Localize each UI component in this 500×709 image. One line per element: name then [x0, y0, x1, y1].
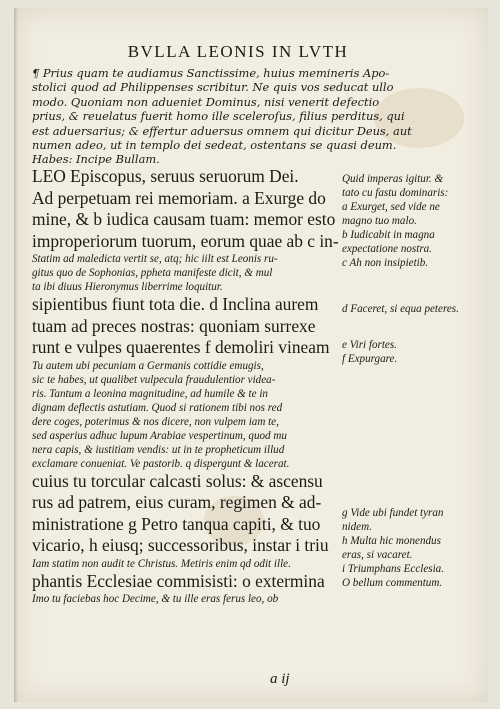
gloss-line-small: dere coges, poterimus & nos dicere, non vulpem iam te, — [32, 415, 279, 428]
gloss-line-small: sed asperius adhuc lupum Arabiae vespertinum, quod mu — [32, 429, 287, 442]
intro-line: modo. Quoniam non adueniet Dominus, nisi venerit defectio — [32, 94, 380, 109]
bull-line-large: mine, & b iudica causam tuam: memor esto — [32, 209, 336, 229]
margin-note-line: c Ah non insipietib. — [342, 257, 429, 269]
margin-note-line: h Multa hic monendus — [342, 535, 441, 547]
bull-line-large: vicario, h eiusq; successoribus, instar i triu — [32, 535, 329, 555]
gloss-line-small: ta ibi diuus Hieronymus liberrime loquitur. — [32, 281, 223, 293]
bull-line-large: improperiorum tuorum, eorum quae ab c in- — [32, 230, 339, 251]
bull-line-large: rus ad patrem, eius curam, regimen & ad- — [32, 492, 322, 512]
gloss-line-small: exclamare conueniat. Ve pastorib. q dispergunt & lacerat. — [32, 457, 290, 470]
margin-note — [342, 562, 478, 576]
gloss-line-small: ris. Tantum a leonina magnitudine, ad humile & te in — [32, 387, 268, 400]
intro-line: Habes: Incipe Bullam. — [32, 152, 160, 167]
signature-mark: a ij — [270, 671, 290, 687]
intro-line: ¶ Prius quam te audiamus Sanctissime, huius memineris Apo- — [32, 66, 390, 80]
margin-note — [342, 172, 478, 200]
gloss-line-small: sic te habes, ut qualibet vulpecula fraudulentior videa- — [32, 373, 276, 386]
margin-note-line: f Expurgare. — [342, 353, 398, 365]
gloss-line-small: Iam statim non audit te Christus. Metiris enim qd odit ille. — [32, 557, 291, 570]
gloss-line-small: nera capis, & iustitiam vendis: ut in te propheticum illud — [32, 443, 285, 456]
margin-note-line: a Exurget, sed vide ne — [342, 201, 440, 213]
bull-line-large: tuam ad preces nostras: quoniam surrexe — [32, 315, 316, 336]
intro-line: numen adeo, ut in templo dei sedeat, ostentans se quasi deum. — [32, 138, 397, 153]
intro-line: prius, & reuelatus fuerit homo ille sceleroſus, filius perditus, qui — [32, 109, 405, 124]
margin-note — [342, 506, 478, 534]
intro-line: est aduersarius; & effertur aduersus omnem qui dicitur Deus, aut — [32, 123, 412, 138]
bull-line-large: ministratione g Petro tanqua capiti, & tuo — [32, 513, 321, 534]
margin-note-line: magno tuo malo. — [342, 215, 417, 227]
margin-note — [342, 534, 478, 562]
gloss-line-small: Imo tu faciebas hoc Decime, & tu ille eras ferus leo, ob — [32, 593, 279, 605]
margin-note — [342, 338, 478, 352]
margin-note — [342, 352, 478, 366]
margin-note — [342, 256, 478, 270]
intro-line: stolici quod ad Philippenses scribitur. Ne quis vos seducat ullo — [32, 80, 394, 95]
margin-note — [342, 576, 478, 590]
margin-note — [342, 228, 478, 256]
bull-line-large: cuius tu torcular calcasti solus: & ascensu — [32, 470, 323, 491]
bull-line-large: Ad perpetuam rei memoriam. a Exurge do — [32, 187, 326, 208]
gloss-line-small: Tu autem ubi pecuniam a Germanis cottidie emugis, — [32, 359, 264, 372]
bull-line-large: phantis Ecclesiae commisisti: o extermina — [32, 570, 325, 591]
margin-note-line: O bellum commentum. — [342, 577, 443, 589]
margin-note-line: tato cu fastu dominaris: — [342, 187, 449, 199]
margin-note-line: Quid imperas igitur. & — [342, 173, 444, 185]
intro-paragraph — [32, 66, 472, 167]
page-fold-shadow — [14, 8, 18, 702]
margin-note — [342, 302, 478, 316]
bull-line-large: sipientibus fiunt tota die. d Inclina aurem — [32, 294, 319, 314]
gloss-line-small: dignam deflectis astutiam. Quod si rationem tibi nos red — [32, 401, 283, 414]
bull-main-text — [32, 166, 340, 606]
margin-note-line: g Vide ubi fundet tyran — [342, 507, 444, 519]
margin-note-line: b Iudicabit in magna — [342, 229, 435, 241]
gloss-line-small: gitus quo de Sophonias, ppheta manifeste dicit, & mul — [32, 267, 273, 279]
margin-note-line: expectatione nostra. — [342, 243, 432, 255]
margin-note-line: d Faceret, si equa peteres. — [342, 303, 459, 315]
running-head: BVLLA LEONIS IN LVTH — [127, 42, 349, 61]
margin-note-line: i Triumphans Ecclesia. — [342, 563, 444, 575]
margin-note-line: nidem. — [342, 521, 372, 533]
margin-note — [342, 200, 478, 228]
bull-line-large: runt e vulpes quaerentes f demoliri vineam — [32, 337, 330, 357]
margin-note-line: eras, si vacaret. — [342, 549, 413, 561]
margin-note-line: e Viri fortes. — [342, 339, 397, 351]
gloss-line-small: Statim ad maledicta vertit se, atq; hic iilt est Leonis ru- — [32, 253, 278, 265]
bull-line-large: LEO Episcopus, seruus seruorum Dei. — [32, 166, 299, 186]
